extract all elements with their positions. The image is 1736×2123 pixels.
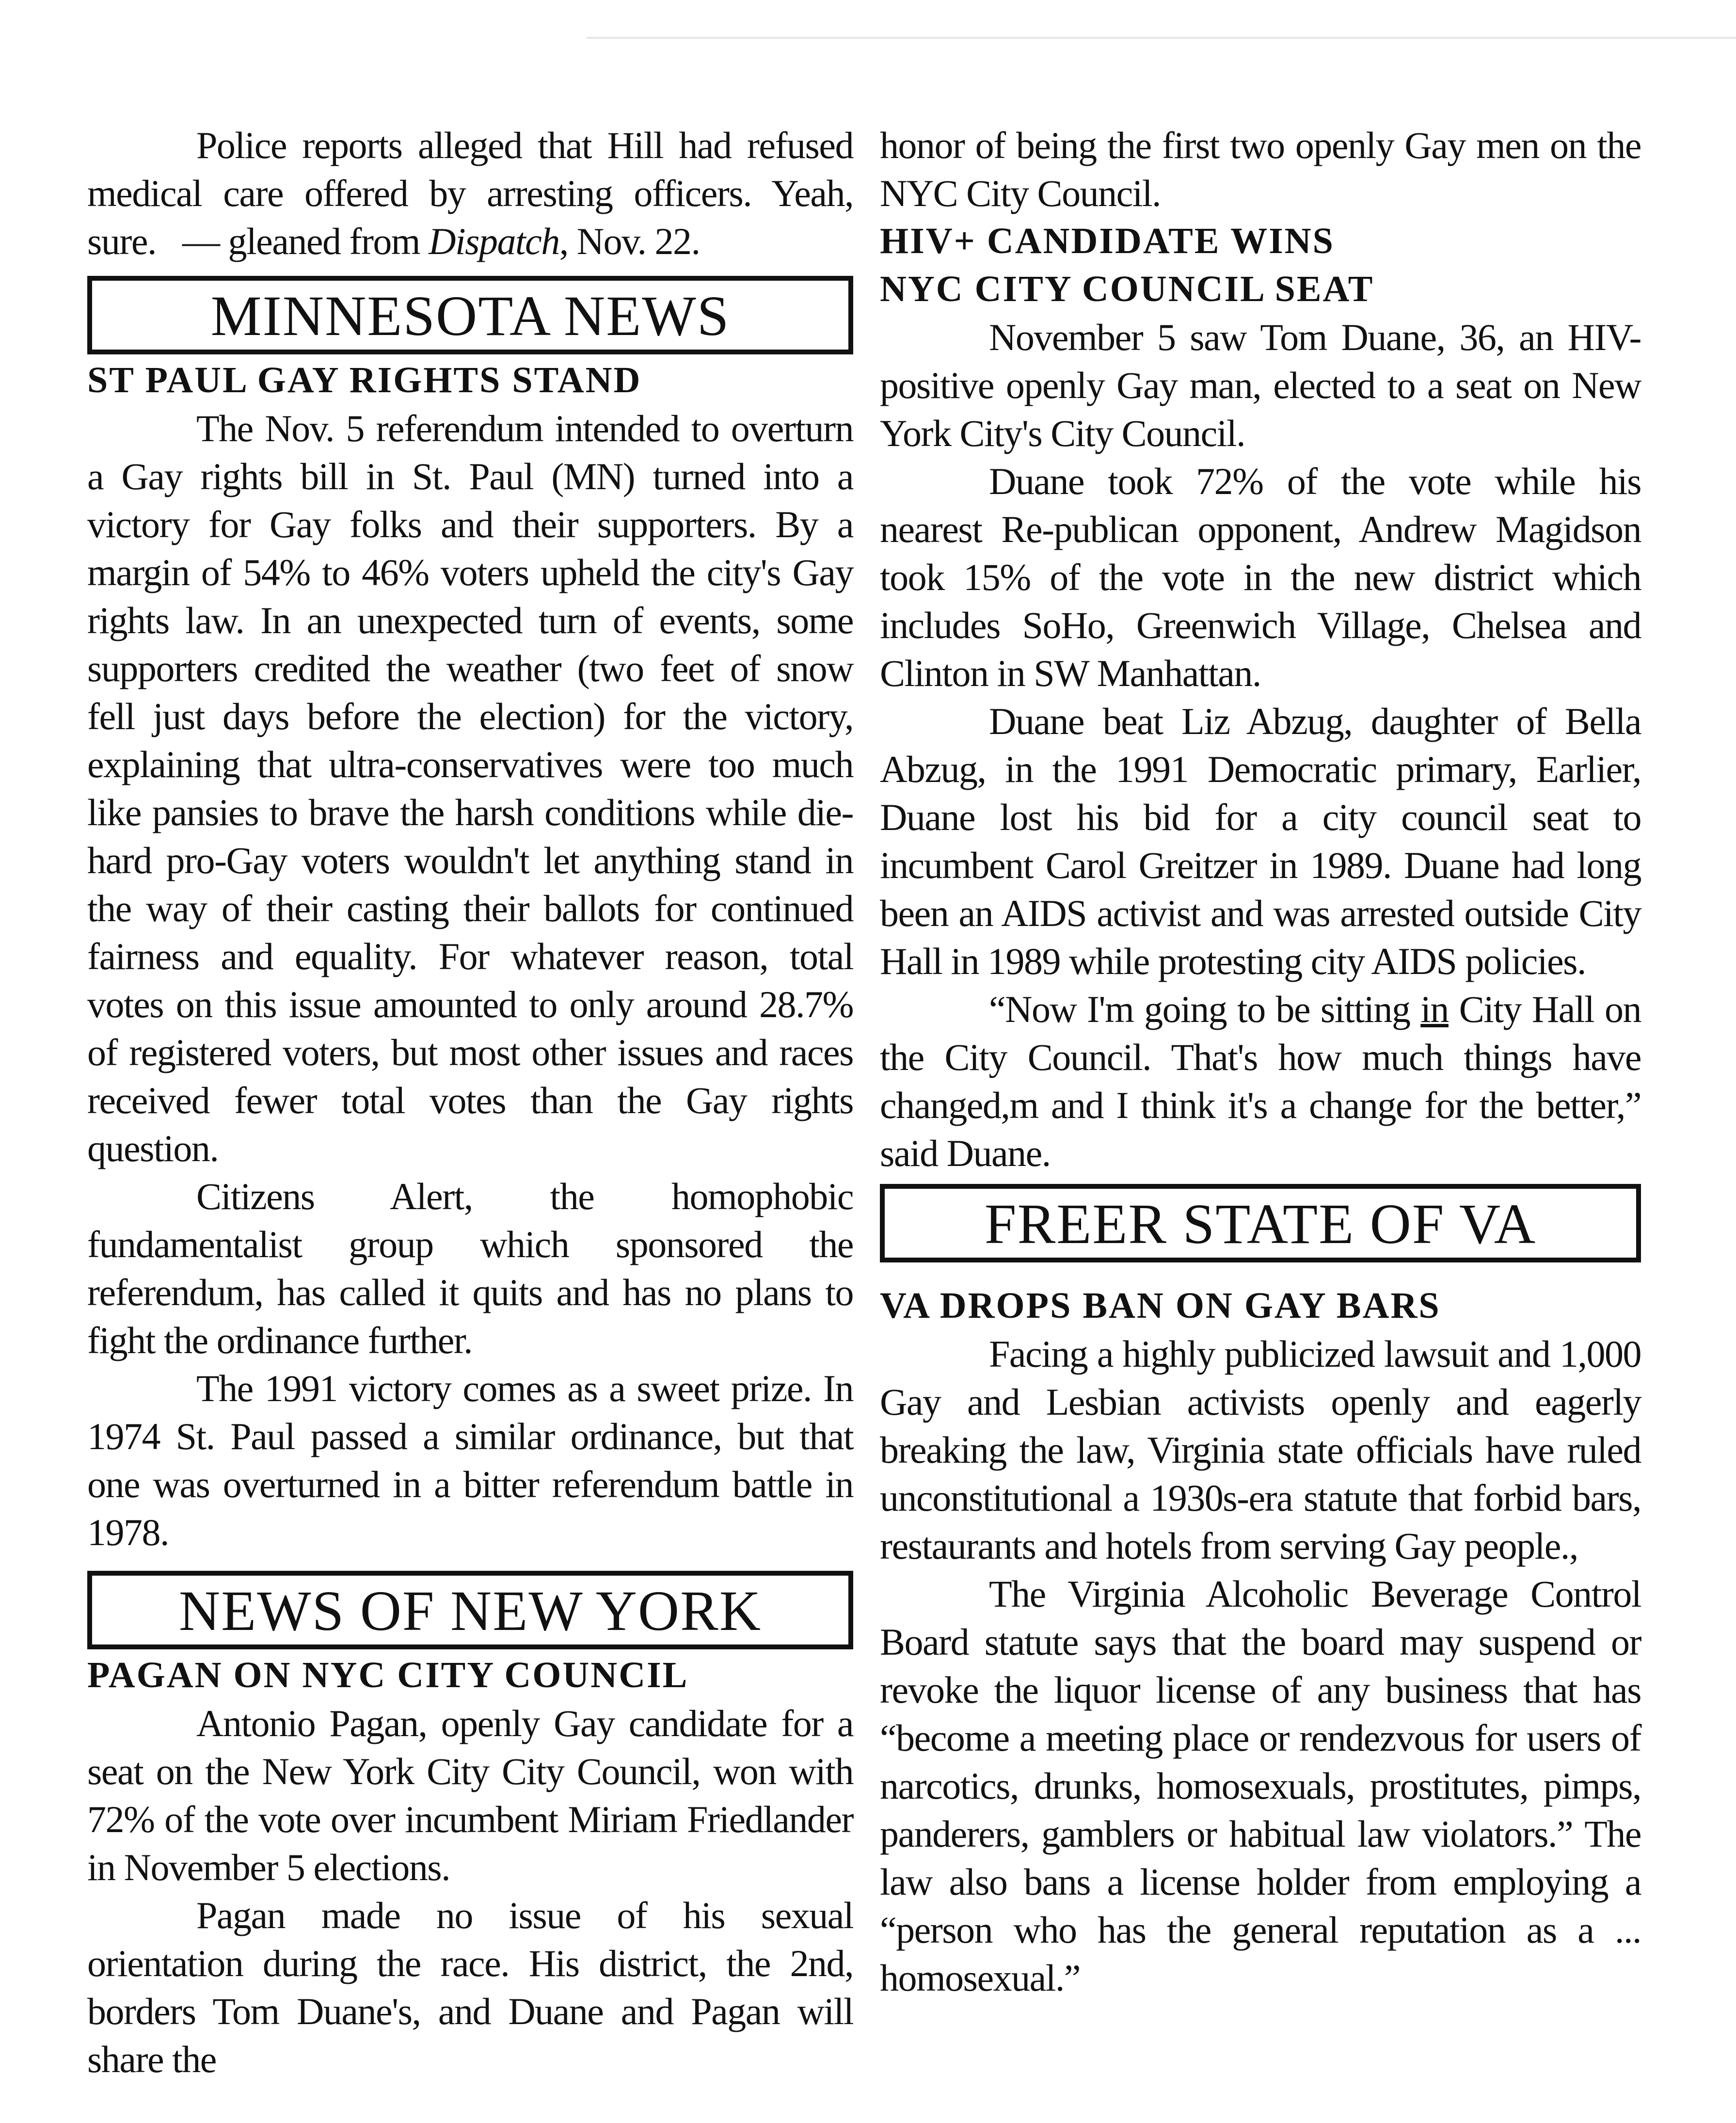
article-paragraph: Duane beat Liz Abzug, daughter of Bella Abzug, in the 1991 Democratic primary, Earlier, Duane lost his bid for a city council seat to incumbent Carol Greitzer in 1989. Duane had long been an AIDS activist and was arrested outside City Hall in 1989 while protesting city AIDS policies. [880,700,1641,982]
article-paragraph: Citizens Alert, the homophobic fundamentalist group which sponsored the referendum, has called it quits and has no plans to fight the ordinance further. [87,1175,853,1361]
headline-hiv-line2: NYC CITY COUNCIL SEAT [880,269,1374,309]
continued-paragraph: honor of being the first two openly Gay men on the NYC City Council. [880,124,1641,214]
quote-underlined-word: in [1420,988,1449,1030]
intro-paragraph [87,121,853,265]
quote-part: “Now I'm going to be sitting [989,988,1421,1030]
intro-lead: Police reports alleged that Hill had refused medical care offered by arresting officers. Yeah, sure. [87,124,853,262]
headline-st-paul: ST PAUL GAY RIGHTS STAND [87,360,642,400]
quote-part: City Hall on the City Council. That's how much things have changed,m and I think it's a change for the better,” said Duane. [880,988,1641,1174]
article-paragraph: The 1991 victory comes as a sweet prize. In 1974 St. Paul passed a similar ordinance, but that one was overturned in a bitter referendum battle in 1978. [87,1367,853,1553]
credit-prefix: — gleaned from [182,220,420,262]
credit-source: Dispatch [429,220,559,262]
article-paragraph: The Nov. 5 referendum intended to overturn a Gay rights bill in St. Paul (MN) turned into a victory for Gay folks and their supporters. By a margin of 54% to 46% voters upheld the city's Gay rights law. In an unexpected turn of events, some supporters credited the weather (two feet of snow fell just days before the election) for the victory, explaining that ultra-conservatives were too much like pansies to brave the harsh conditions while die-hard pro-Gay voters wouldn't let anything stand in the way of their casting their ballots for continued fairness and equality. For whatever reason, total votes on this issue amounted to only around 28.7% of registered voters, but most other issues and races received fewer total votes than the Gay rights question. [87,407,853,1169]
article-paragraph: Duane took 72% of the vote while his nearest Re-publican opponent, Andrew Magidson took 15% of the vote in the new district which includes SoHo, Greenwich Village, Chelsea and Clinton in SW Manhattan. [880,460,1641,694]
article-paragraph: The Virginia Alcoholic Beverage Control Board statute says that the board may suspend or revoke the liquor license of any business that has “become a meeting place or rendezvous for users of narcotics, drunks, homosexuals, prostitutes, pimps, panderers, gamblers or habitual law violators.” The law also bans a license holder from employing a “person who has the general reputation as a ... homosexual.” [880,1573,1641,1999]
left-column [87,121,853,2083]
right-column [880,121,1641,2002]
article-paragraph: Antonio Pagan, openly Gay candidate for a seat on the New York City City Council, won with 72% of the vote over incumbent Miriam Friedlander in November 5 elections. [87,1702,853,1888]
headline-hiv-line1: HIV+ CANDIDATE WINS [880,221,1335,261]
credit-date: , Nov. 22. [559,220,700,262]
article-paragraph: November 5 saw Tom Duane, 36, an HIV-positive openly Gay man, elected to a seat on New York City's City Council. [880,316,1641,454]
section-header-virginia: FREER STATE OF VA [880,1184,1641,1262]
quote-paragraph [880,985,1641,1177]
headline-va-bars: VA DROPS BAN ON GAY BARS [880,1285,1441,1326]
headline-pagan: PAGAN ON NYC CITY COUNCIL [87,1655,689,1695]
section-header-new-york: NEWS OF NEW YORK [87,1571,853,1649]
article-paragraph: Pagan made no issue of his sexual orientation during the race. His district, the 2nd, borders Tom Duane's, and Duane and Pagan will share the [87,1894,853,2080]
section-header-minnesota: MINNESOTA NEWS [87,276,853,354]
page-top-edge [587,37,1736,39]
article-paragraph: Facing a highly publicized lawsuit and 1,000 Gay and Lesbian activists openly and eagerly breaking the law, Virginia state officials have ruled unconstitutional a 1930s-era statute that forbid bars, restaurants and hotels from serving Gay people., [880,1333,1641,1567]
